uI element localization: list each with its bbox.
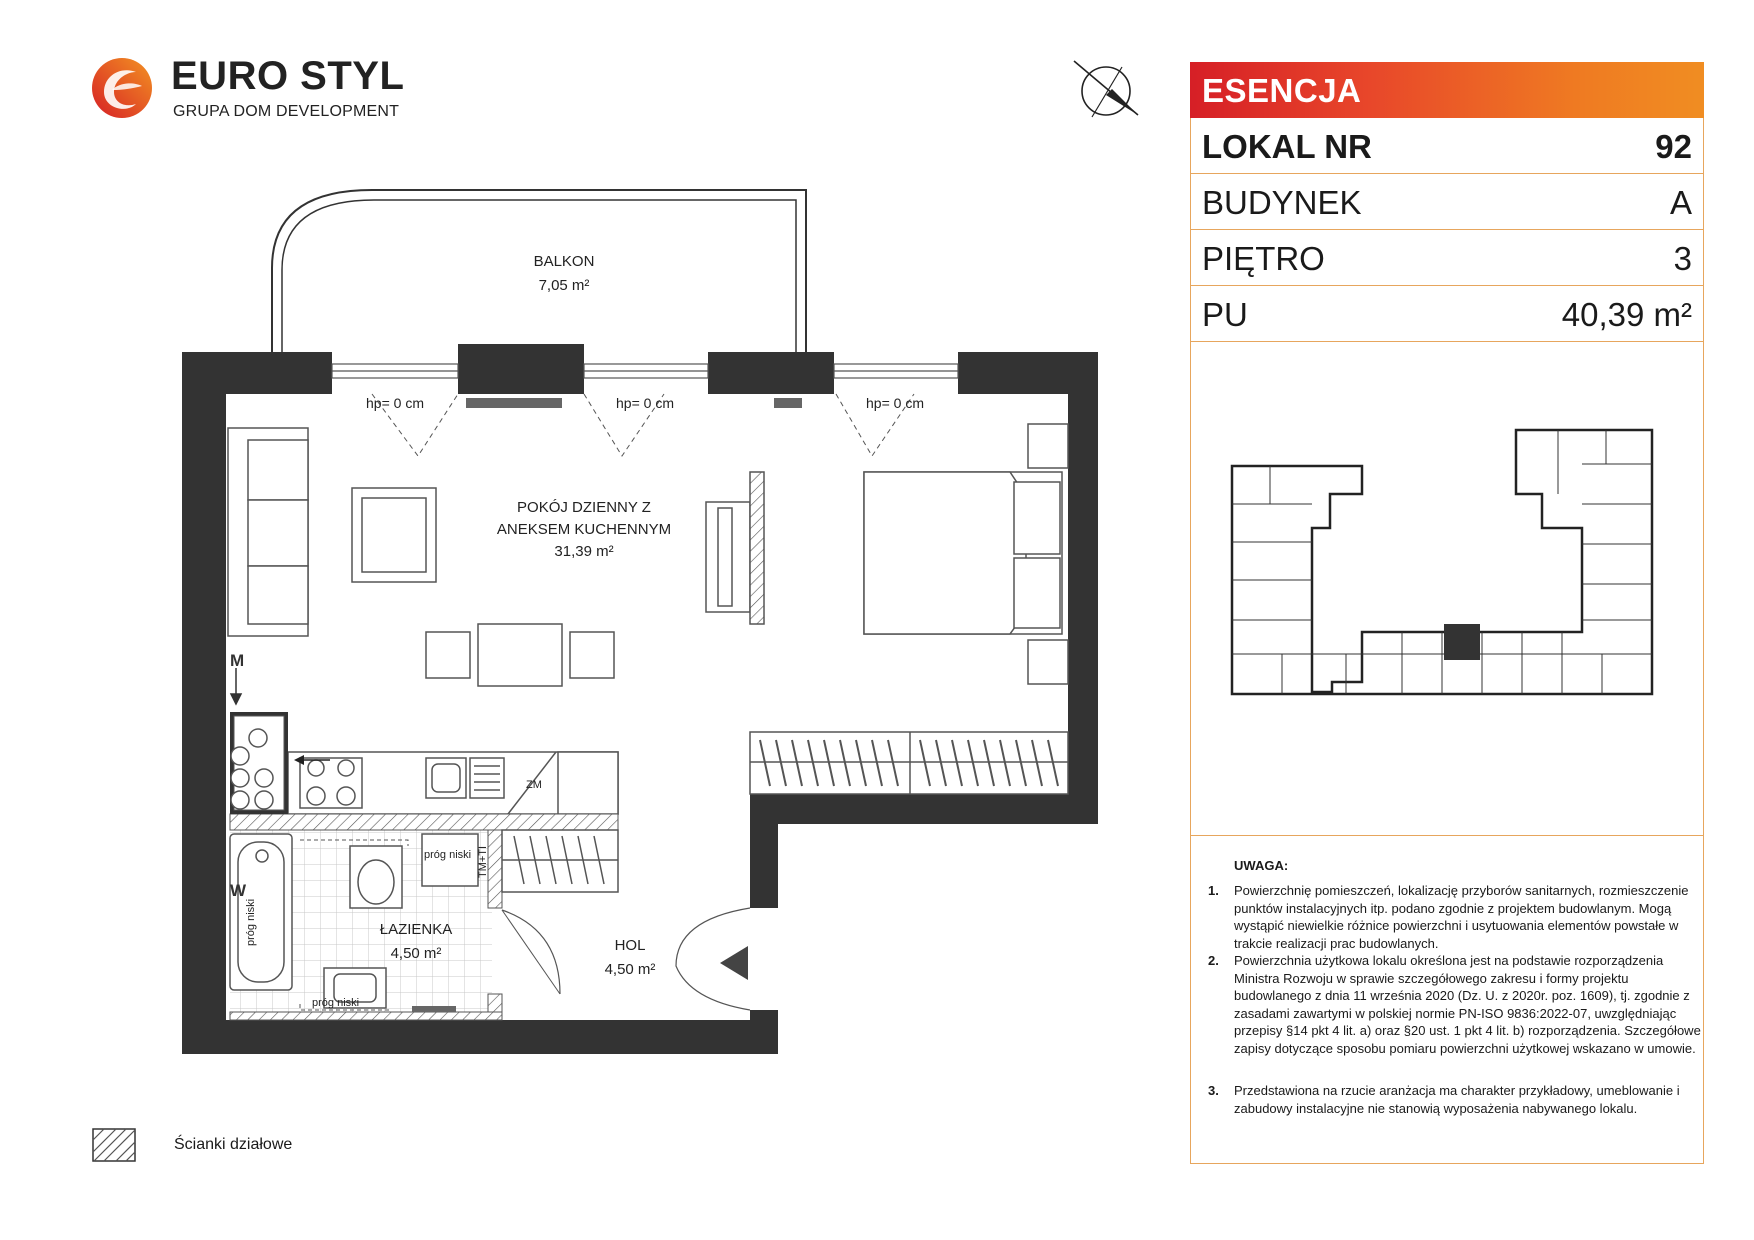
info-row-label: PIĘTRO [1202,240,1325,277]
bathroom-name: ŁAZIENKA [379,921,453,938]
info-row-floor [1190,230,1704,286]
note-text: Powierzchnię pomieszczeń, lokalizację przyborów sanitarnych, rozmieszczenie punktów instalacyjnych itp. podano zgodnie z projektem budowlanym. Mogą wystąpić niewielkie różnice powierzchni i usytuowania elementów powstałe w trakcie realizacji prac budowlanych. [1234,883,1689,951]
marker-w: W [230,881,247,900]
info-row-label: LOKAL NR [1202,128,1372,165]
note-number: 2. [1208,953,1219,968]
note-text: Powierzchnia użytkowa lokalu określona jest na podstawie rozporządzenia Ministra Rozwoju w sprawie szczegółowego zakresu i formy projektu budowlanego z dnia 11 września 2020 (Dz. U. z 2020r. poz. 1609), tj. zgodnie z zasadami zawartymi w polskiej normie PN-ISO 9836:2022-07, uwzględniając przepisy §14 pkt 4 lit. a) oraz §20 ust. 1 pkt 4 lit. b) rozporządzenia. Szczegółowe zapisy dotyczące sposobu pomiaru powierzchni użytkowej wskazano w umowie. [1234,953,1701,1056]
living-room-name-2: ANEKSEM KUCHENNYM [496,521,672,538]
coffee-table [352,488,436,582]
info-row-value: A [1669,184,1692,221]
info-row-value: 3 [1673,240,1692,277]
balcony [272,190,806,352]
hall-area: 4,50 m² [604,961,656,978]
info-row-label: BUDYNEK [1202,184,1362,221]
low-threshold-label-2: próg niski [312,997,360,1009]
living-room-name-1: POKÓJ DZIENNY Z [517,499,651,516]
note-number: 1. [1208,883,1219,898]
fridge-label: ZM [526,779,542,791]
living-room-area: 31,39 m² [554,543,614,560]
legend-label: Ścianki działowe [174,1136,293,1153]
project-header [1190,62,1704,118]
dining-table [426,624,614,686]
low-threshold-label-1: próg niski [424,849,472,861]
threshold-label-3: hp= 0 cm [866,395,924,411]
entrance-door [676,908,750,1010]
notes-title: UWAGA: [1234,858,1289,873]
key-plan-highlight [1444,624,1480,660]
partition-wall-kitchen [230,814,618,830]
hatch-legend-icon [92,1128,136,1162]
info-row-unit [1190,118,1704,174]
marker-m: M [230,651,245,670]
meter-label: TM+TI [477,845,489,878]
info-row-value: 92 [1655,128,1692,165]
key-plan [1222,424,1658,730]
info-row-value: 40,39 m² [1561,296,1692,333]
hall-cabinet [502,830,618,892]
project-name: ESENCJA [1202,72,1362,109]
threshold-label-1: hp= 0 cm [366,395,424,411]
windows [332,364,958,378]
brand-name: EURO STYL [171,54,405,98]
low-threshold-label-3: próg niski [245,898,257,946]
kitchen-counter [288,752,618,814]
info-row-label: PU [1202,296,1248,333]
note-text: Przedstawiona na rzucie aranżacja ma charakter przykładowy, umeblowanie i zabudowy instalacyjne nie stanowią wyposażenia nabywanego lokalu. [1234,1083,1680,1116]
balcony-name: BALKON [533,253,595,270]
sofa [228,428,308,636]
brand-subtitle: GRUPA DOM DEVELOPMENT [173,103,400,120]
bathroom-area: 4,50 m² [390,945,442,962]
info-row-building [1190,174,1704,230]
info-row-area [1190,286,1704,342]
balcony-area: 7,05 m² [538,277,590,294]
note-number: 3. [1208,1083,1219,1098]
hall-name: HOL [614,937,646,954]
threshold-label-2: hp= 0 cm [616,395,674,411]
